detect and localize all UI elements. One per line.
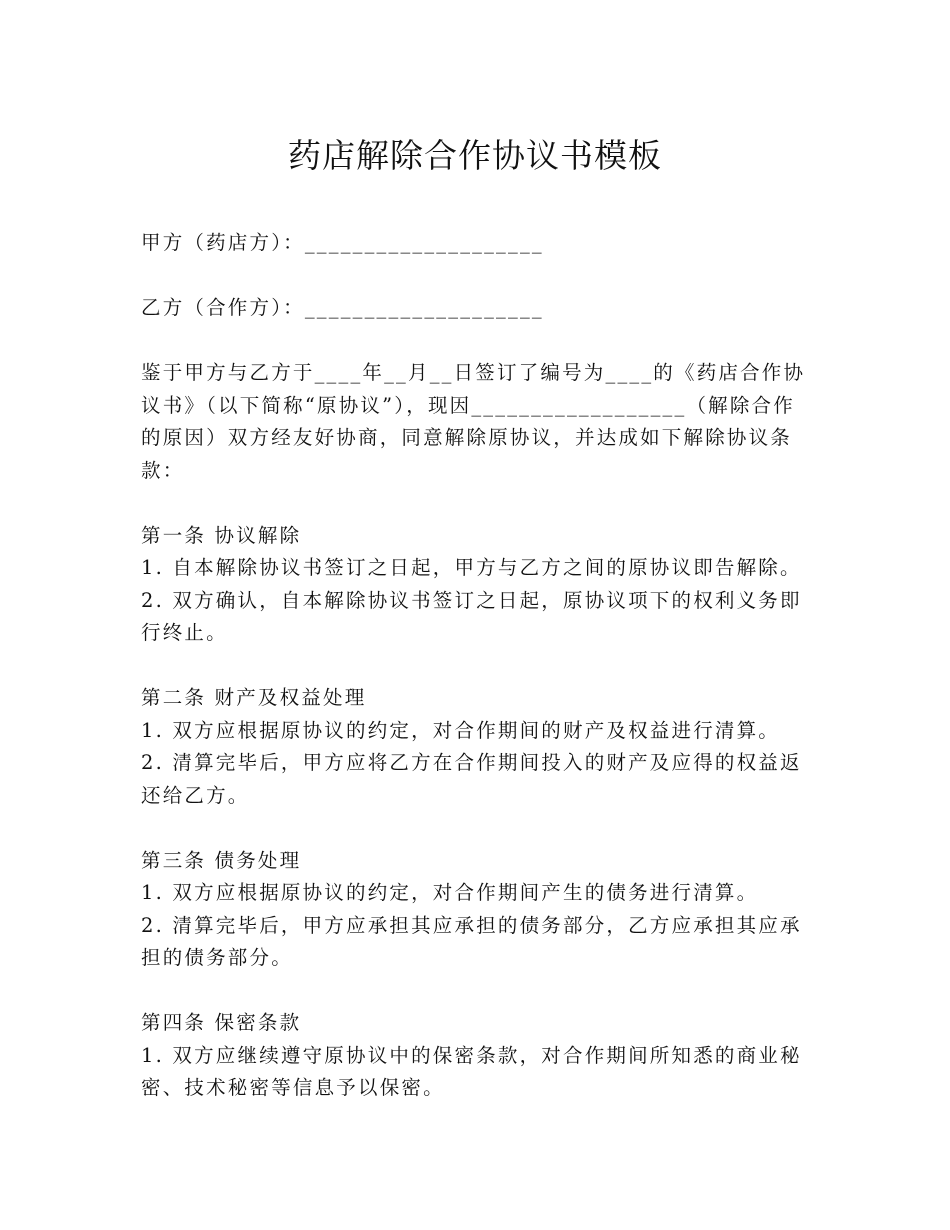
spacer [141,650,813,683]
article-2-item-1: 1. 双方应根据原协议的约定，对合作期间的财产及权益进行清算。 [141,718,781,742]
article-1-item-1: 1. 自本解除协议书签订之日起，甲方与乙方之间的原协议即告解除。 [141,556,802,579]
article-2-item-2: 2. 清算完毕后，甲方应将乙方在合作期间投入的财产及应得的权益返还给乙方。 [141,751,802,807]
article-1-item-2: 2. 双方确认，自本解除协议书签订之日起，原协议项下的权利义务即行终止。 [141,588,802,644]
article-4-item-1: 1. 双方应继续遵守原协议中的保密条款，对合作期间所知悉的商业秘密、技术秘密等信息予以保密。 [141,1043,802,1099]
article-3-heading: 第三条 债务处理 [141,848,302,872]
spacer [141,487,813,520]
article-3-item-2: 2. 清算完毕后，甲方应承担其应承担的债务部分，乙方应承担其应承担的债务部分。 [141,913,802,969]
article-1-heading: 第一条 协议解除 [141,523,302,547]
article-4-heading: 第四条 保密条款 [141,1011,302,1034]
spacer [141,260,813,293]
article-2-heading: 第二条 财产及权益处理 [141,686,367,709]
spacer [141,975,813,1008]
document-body [141,227,813,1105]
spacer [141,812,813,845]
preamble-paragraph: 鉴于甲方与乙方于____年__月__日签订了编号为____的《药店合作协议书》（以下简称“原协议”），现因__________________（解除合作的原因）双方经友好协商，同意解除原协议，并达成如下解除协议条款： [141,361,806,482]
article-3-item-1: 1. 双方应根据原协议的约定，对合作期间产生的债务进行清算。 [141,881,759,904]
party-a-line: 甲方（药店方）：____________________ [141,231,544,254]
document-title: 药店解除合作协议书模板 [288,136,662,175]
party-b-line: 乙方（合作方）：____________________ [141,296,544,319]
spacer [141,325,813,358]
